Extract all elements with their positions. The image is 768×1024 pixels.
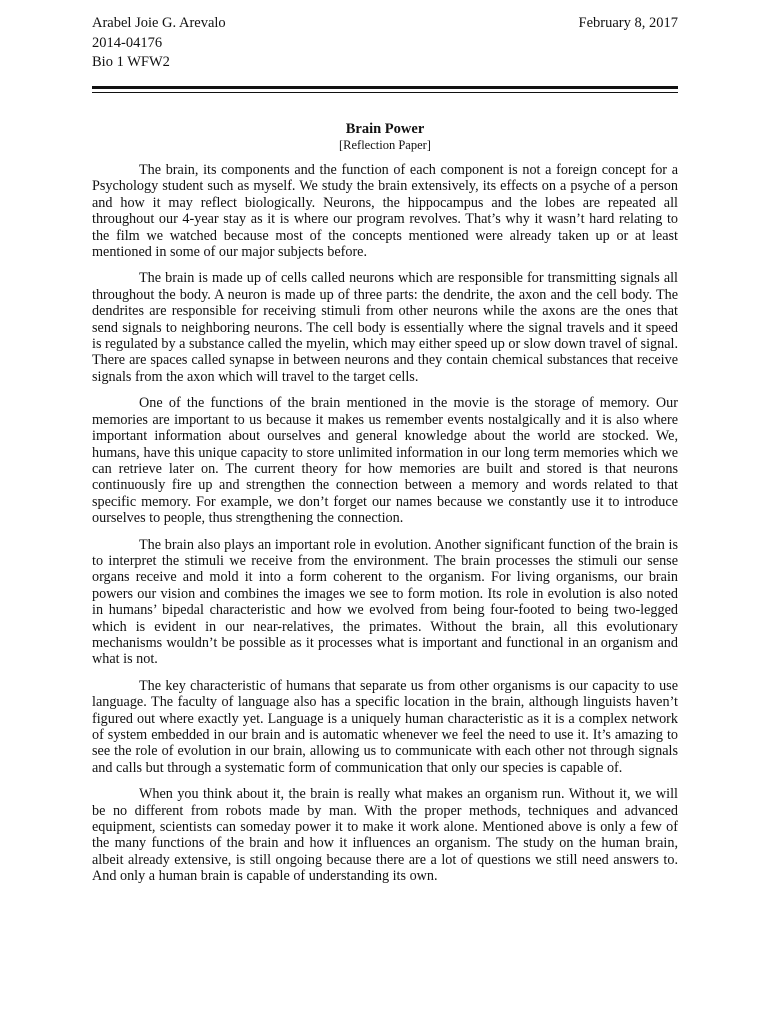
document-body [92,162,678,895]
student-id: 2014-04176 [92,34,163,51]
paragraph-3: One of the functions of the brain mentioned in the movie is the storage of memory. Our memories are important to us because it makes us remember events nostalgically and it is also where important information about ourselves and general knowledge about the world are stocked. We, humans, have this unique capacity to store unlimited information in our long term memories which we can retrieve later on. The current theory for how memories are built and stored is that neurons continuously fire up and strengthen the connection between a memory and words related to that specific memory. For example, we don’t forget our names because we constantly use it to introduce ourselves to people, thus strengthening the connection. [92,395,678,527]
paragraph-2: The brain is made up of cells called neurons which are responsible for transmitting signals all throughout the body. A neuron is made up of three parts: the dendrite, the axon and the cell body. The dendrites are responsible for receiving stimuli from other neurons while the axons are the ones that send signals to neighboring neurons. The cell body is essentially where the signal travels and it speed is regulated by a substance called the myelin, which may either speed up or slow down travel of signal. There are spaces called synapse in between neurons and they contain chemical substances that receive signals from the axon which will travel to the target cells. [92,270,678,385]
document-header [92,14,678,73]
paragraph-4: The brain also plays an important role in evolution. Another significant function of the brain is to interpret the stimuli we receive from the environment. The brain processes the stimuli our sense organs receive and mold it into a form coherent to the organism. For living organisms, our brain powers our vision and combines the images we see to form motion. Its role in evolution is also noted in humans’ bipedal characteristic and how we evolved from being four-footed to being two-legged which is evident in our near-relatives, the primates. Without the brain, all this evolutionary mechanisms wouldn’t be possible as it processes what is important and functional in an organism and what is not. [92,536,678,668]
header-divider-thin [92,92,678,93]
document-title: Brain Power [345,121,425,137]
document-date: February 8, 2017 [578,15,678,31]
paragraph-1: The brain, its components and the function of each component is not a foreign concept for a Psychology student such as myself. We study the brain extensively, its effects on a psyche of a person and how it may reflect biologically. Neurons, the hippocampus and the lobes are repeated all throughout our 4-year stay as it is where our program revolves. That’s why it wasn’t hard relating to the film we watched because most of the concepts mentioned were already taken up or at least mentioned in some of our major subjects before. [92,162,678,261]
document-subtitle: [Reflection Paper] [339,138,431,152]
header-divider-thick [92,86,678,89]
paragraph-5: The key characteristic of humans that separate us from other organisms is our capacity to use language. The faculty of language also has a specific location in the brain, although linguists haven’t figured out where exactly yet. Language is a uniquely human characteristic as it is a complex network of system embedded in our brain and is automatic whenever we feel the need to use it. It’s amazing to see the role of evolution in our brain, allowing us to communicate with each other not through signals and calls but through a systematic form of communication that only our species is capable of. [92,677,678,776]
paragraph-6: When you think about it, the brain is really what makes an organism run. Without it, we will be no different from robots made by man. With the proper methods, techniques and advanced equipment, scientists can someday power it to make it work alone. Mentioned above is only a few of the many functions of the brain and how it influences an organism. The study on the human brain, albeit already extensive, is still ongoing because there are a lot of questions we still need answers to. And only a human brain is capable of understanding its own. [92,786,678,885]
author-name: Arabel Joie G. Arevalo [92,15,226,31]
course-section: Bio 1 WFW2 [92,54,170,70]
